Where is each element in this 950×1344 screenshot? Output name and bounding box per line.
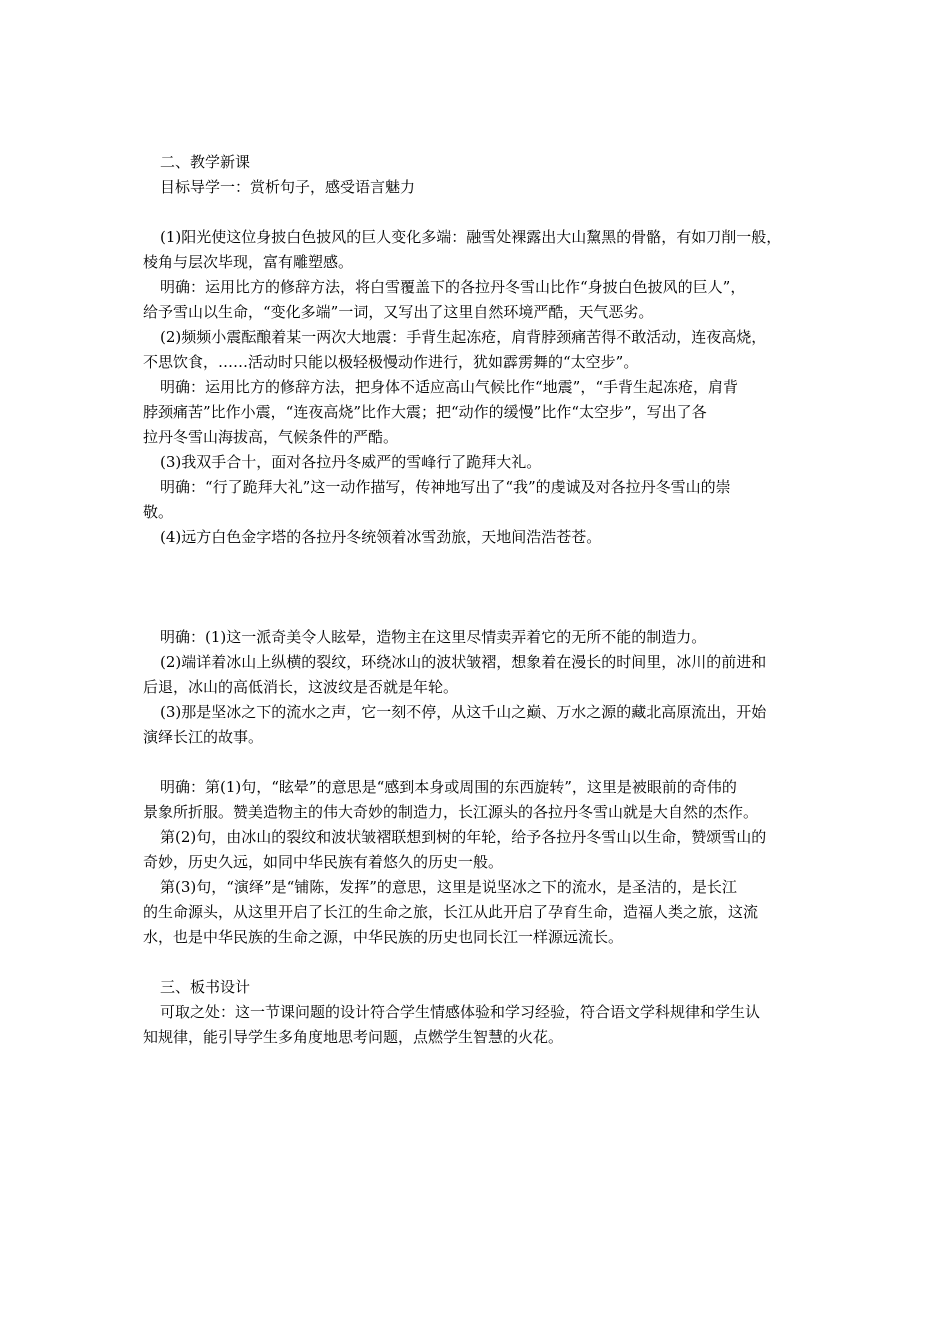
part-2-line-3: 后退，冰山的高低消长，这波纹是否就是年轮。 xyxy=(143,678,459,696)
answer-1-line-1: 明确：运用比方的修辞方法，将白雪覆盖下的各拉丹冬雪山比作“身披白色披风的巨人”， xyxy=(160,278,746,296)
section-2-heading: 二、教学新课 xyxy=(160,153,251,171)
goal-heading: 目标导学一：赏析句子，感受语言魅力 xyxy=(160,178,416,196)
section-3-line-2: 知规律，能引导学生多角度地思考问题，点燃学生智慧的火花。 xyxy=(143,1028,564,1046)
part-3-line-3: 第(2)句，由冰山的裂纹和波状皱褶联想到树的年轮，给予各拉丹冬雪山以生命，赞颂雪山的 xyxy=(160,828,767,846)
part-3-line-2: 景象所折服。赞美造物主的伟大奇妙的制造力，长江源头的各拉丹冬雪山就是大自然的杰作。 xyxy=(143,803,759,821)
answer-2-line-3: 拉丹冬雪山海拔高，气候条件的严酷。 xyxy=(143,428,399,446)
sentence-2-line-2: 不思饮食，……活动时只能以极轻极慢动作进行，犹如霹雳舞的“太空步”。 xyxy=(143,353,639,371)
part-3-line-4: 奇妙，历史久远，如同中华民族有着悠久的历史一般。 xyxy=(143,853,504,871)
part-3-line-7: 水，也是中华民族的生命之源，中华民族的历史也同长江一样源远流长。 xyxy=(143,928,624,946)
answer-2-line-2: 脖颈痛苦”比作小震，“连夜高烧”比作大震；把“动作的缓慢”比作“太空步”，写出了各 xyxy=(143,403,707,421)
answer-3-line-1: 明确：“行了跪拜大礼”这一动作描写，传神地写出了“我”的虔诚及对各拉丹冬雪山的崇 xyxy=(160,478,731,496)
answer-2-line-1: 明确：运用比方的修辞方法，把身体不适应高山气候比作“地震”，“手背生起冻疮，肩背 xyxy=(160,378,739,396)
sentence-4-line-1: (4)远方白色金字塔的各拉丹冬统领着冰雪劲旅，天地间浩浩苍苍。 xyxy=(160,528,602,546)
answer-3-line-2: 敬。 xyxy=(143,503,174,521)
part-3-line-6: 的生命源头，从这里开启了长江的生命之旅，长江从此开启了孕育生命，造福人类之旅，这流 xyxy=(143,903,759,921)
part-2-line-5: 演绎长江的故事。 xyxy=(143,728,264,746)
answer-1-line-2: 给予雪山以生命，“变化多端”一词，又写出了这里自然环境严酷，天气恶劣。 xyxy=(143,303,654,321)
part-2-line-2: (2)端详着冰山上纵横的裂纹，环绕冰山的波状皱褶，想象着在漫长的时间里，冰川的前进和 xyxy=(160,653,767,671)
part-3-line-5: 第(3)句，“演绎”是“铺陈，发挥”的意思，这里是说坚冰之下的流水，是圣洁的，是长江 xyxy=(160,878,737,896)
section-3-heading: 三、板书设计 xyxy=(160,978,251,996)
part-2-line-4: (3)那是坚冰之下的流水之声，它一刻不停，从这千山之巅、万水之源的藏北高原流出，开始 xyxy=(160,703,767,721)
part-2-line-1: 明确：(1)这一派奇美令人眩晕，造物主在这里尽情卖弄着它的无所不能的制造力。 xyxy=(160,628,707,646)
sentence-2-line-1: (2)频频小震酝酿着某一两次大地震：手背生起冻疮，肩背脖颈痛苦得不敢活动，连夜高烧， xyxy=(160,328,767,346)
sentence-3-line-1: (3)我双手合十，面对各拉丹冬威严的雪峰行了跪拜大礼。 xyxy=(160,453,542,471)
sentence-1-line-1: (1)阳光使这位身披白色披风的巨人变化多端：融雪处裸露出大山黧黑的骨骼，有如刀削一般， xyxy=(160,228,782,246)
section-3-line-1: 可取之处：这一节课问题的设计符合学生情感体验和学习经验，符合语文学科规律和学生认 xyxy=(160,1003,761,1021)
part-3-line-1: 明确：第(1)句，“眩晕”的意思是“感到本身或周围的东西旋转”，这里是被眼前的奇伟的 xyxy=(160,778,737,796)
sentence-1-line-2: 棱角与层次毕现，富有雕塑感。 xyxy=(143,253,354,271)
